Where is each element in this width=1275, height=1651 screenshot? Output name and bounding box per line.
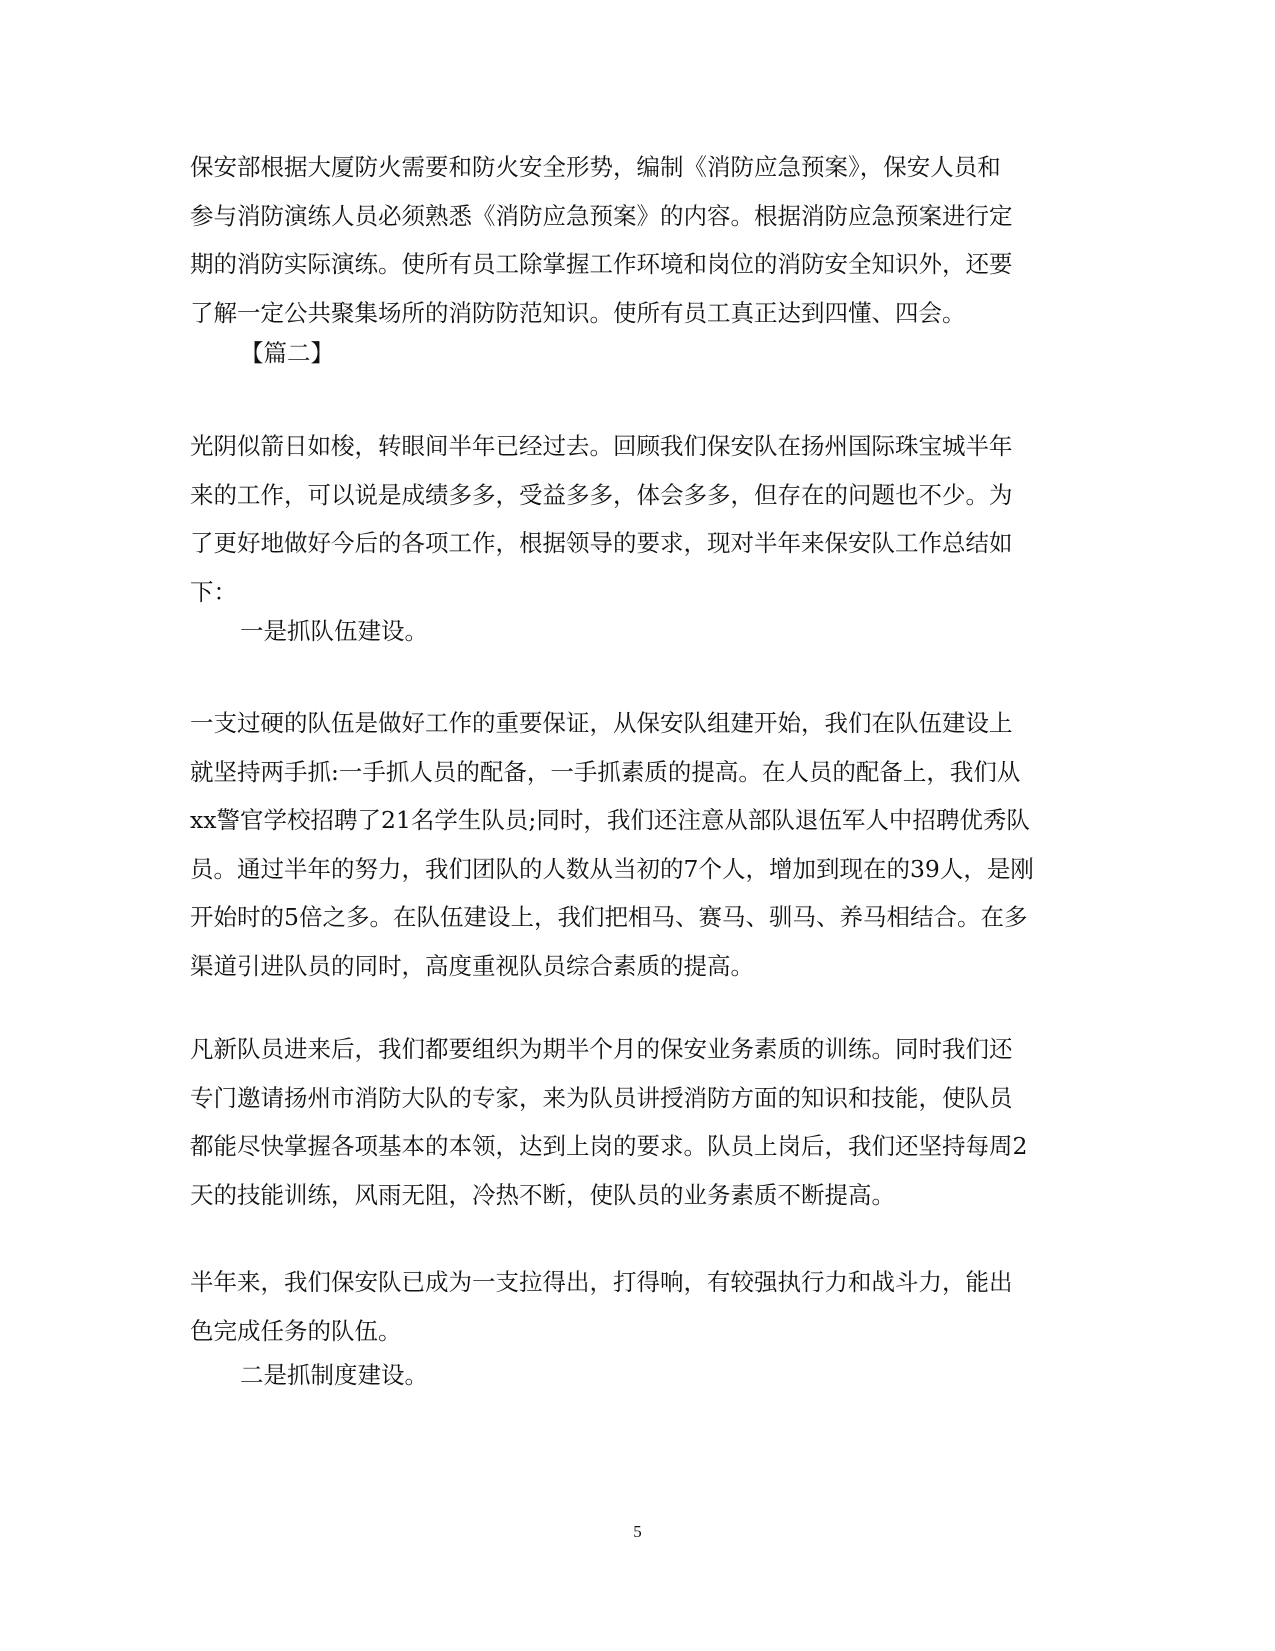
text-line: 了解一定公共聚集场所的消防防范知识。使所有员工真正达到四懂、四会。 (190, 298, 966, 327)
text-line: 色完成任务的队伍。 (190, 1316, 402, 1345)
text-line: 就坚持两手抓:一手抓人员的配备，一手抓素质的提高。在人员的配备上，我们从 (190, 757, 1021, 786)
text-line: 天的技能训练，风雨无阻，冷热不断，使队员的业务素质不断提高。 (190, 1180, 895, 1209)
text-line: 一支过硬的队伍是做好工作的重要保证，从保安队组建开始，我们在队伍建设上 (190, 709, 1013, 737)
text-line: 员。通过半年的努力，我们团队的人数从当初的7个人，增加到现在的39人，是刚 (190, 854, 1034, 883)
text-line: 参与消防演练人员必须熟悉《消防应急预案》的内容。根据消防应急预案进行定 (190, 201, 1013, 230)
paragraph-fire-plan (190, 143, 1080, 337)
text-line: 保安部根据大厦防火需要和防火安全形势，编制《消防应急预案》，保安人员和 (190, 153, 1001, 181)
text-line: 了更好地做好今后的各项工作，根据领导的要求，现对半年来保安队工作总结如 (190, 529, 1013, 557)
text-line: 光阴似箭日如梭，转眼间半年已经过去。回顾我们保安队在扬州国际珠宝城半年 (190, 432, 1013, 460)
text-line: 下： (190, 577, 237, 606)
text-line: 来的工作，可以说是成绩多多，受益多多，体会多多，但存在的问题也不少。为 (190, 480, 1013, 509)
text-line: 渠道引进队员的同时，高度重视队员综合素质的提高。 (190, 951, 754, 980)
page-number: 5 (633, 1522, 642, 1541)
paragraph-summary (190, 1258, 1080, 1355)
text-line: xx警官学校招聘了21名学生队员;同时，我们还注意从部队退伍军人中招聘优秀队 (190, 806, 1030, 834)
item-heading-text: 一是抓队伍建设。 (240, 617, 428, 645)
item-heading-text: 二是抓制度建设。 (240, 1361, 428, 1389)
text-line: 凡新队员进来后，我们都要组织为期半个月的保安业务素质的训练。同时我们还 (190, 1035, 1013, 1063)
text-line: 半年来，我们保安队已成为一支拉得出，打得响，有较强执行力和战斗力，能出 (190, 1268, 1013, 1296)
text-line: 都能尽快掌握各项基本的本领，达到上岗的要求。队员上岗后，我们还坚持每周2 (190, 1132, 1028, 1160)
paragraph-intro (190, 422, 1080, 616)
section-heading (240, 329, 1130, 378)
item-heading-team (240, 607, 1130, 656)
paragraph-training (190, 1025, 1080, 1219)
section-heading-text: 【篇二】 (240, 339, 334, 367)
text-line: 专门邀请扬州市消防大队的专家，来为队员讲授消防方面的知识和技能，使队员 (190, 1083, 1013, 1112)
text-line: 开始时的5倍之多。在队伍建设上，我们把相马、赛马、驯马、养马相结合。在多 (190, 903, 1028, 931)
paragraph-team-building (190, 699, 1080, 990)
text-line: 期的消防实际演练。使所有员工除掌握工作环境和岗位的消防安全知识外，还要 (190, 250, 1013, 278)
item-heading-system (240, 1351, 1130, 1400)
